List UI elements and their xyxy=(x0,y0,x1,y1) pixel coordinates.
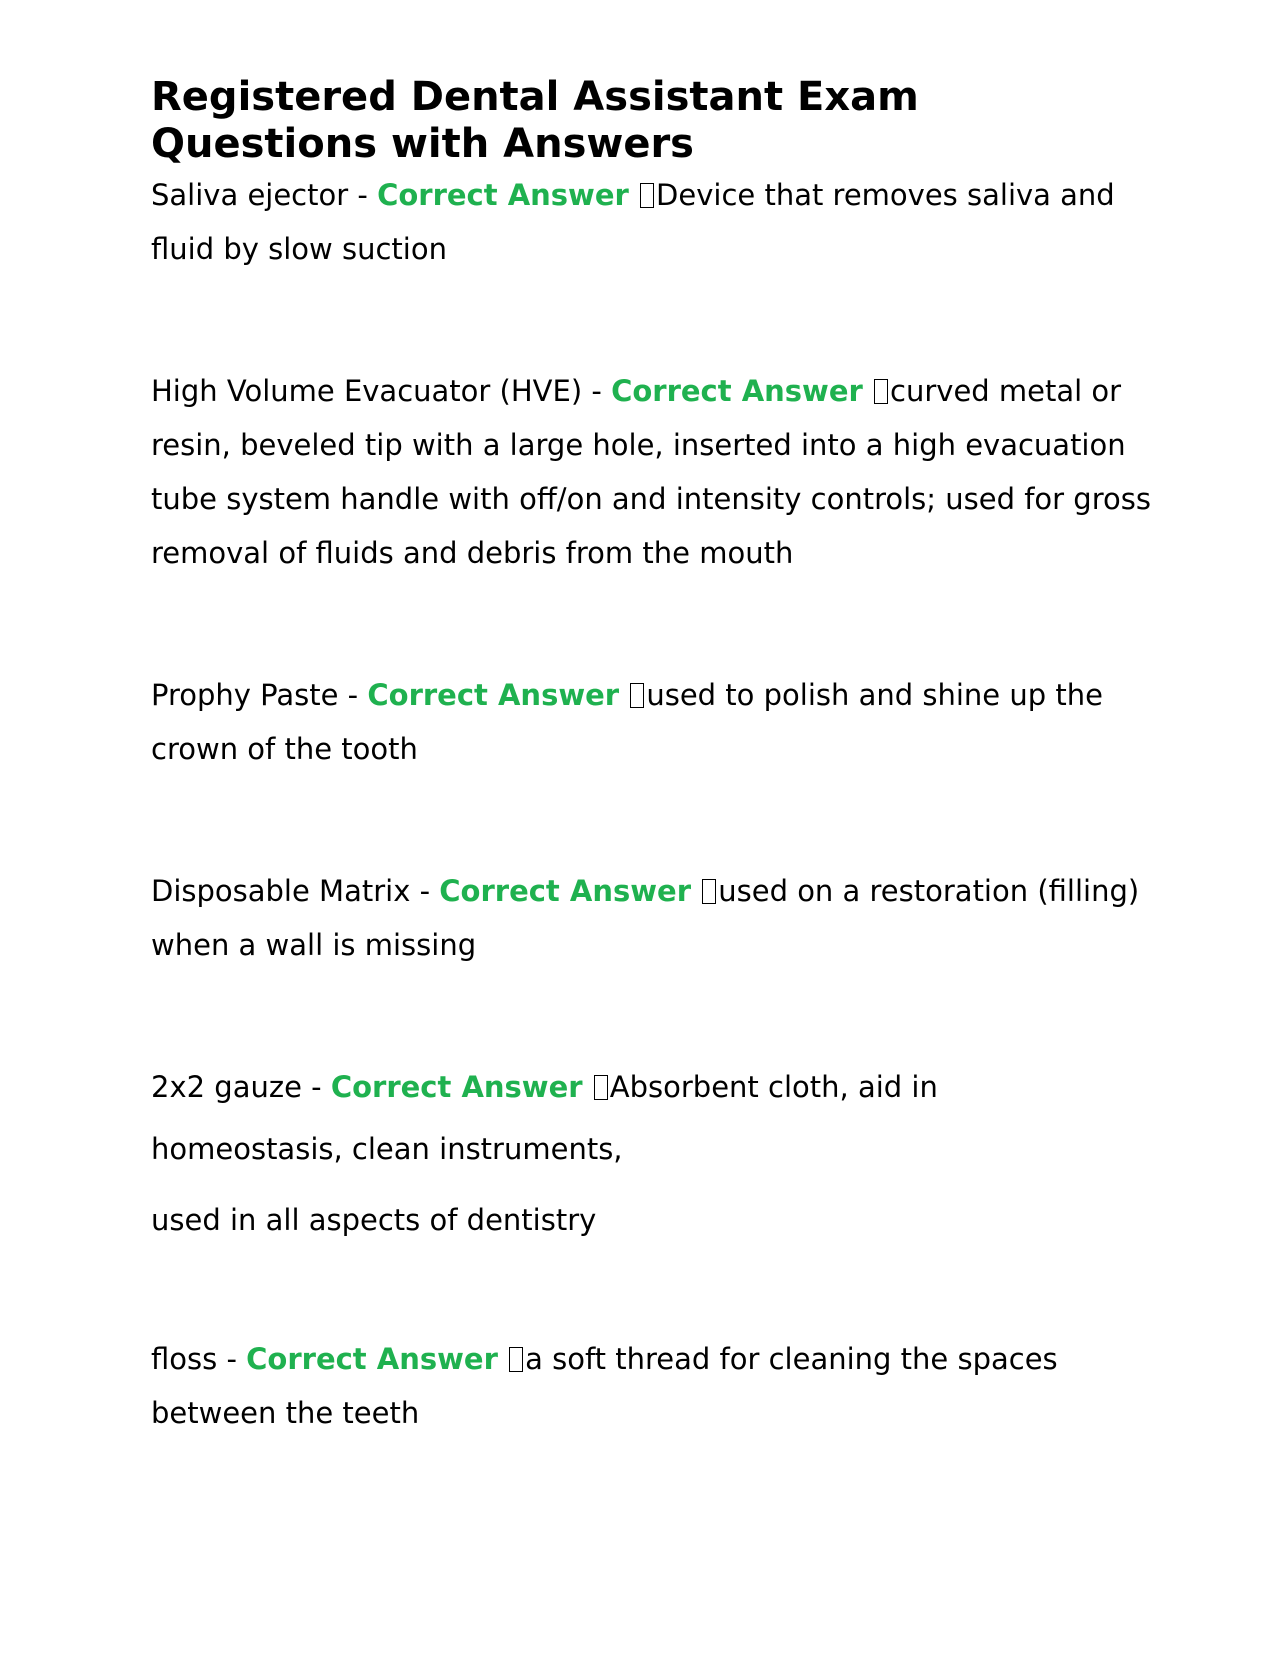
correct-answer-label: Correct Answer xyxy=(611,374,863,408)
qa-separator: - xyxy=(301,1070,331,1104)
missing-glyph-icon xyxy=(874,379,888,404)
spacer xyxy=(151,580,1151,668)
qa-separator: - xyxy=(338,678,368,712)
qa-term: High Volume Evacuator (HVE) xyxy=(151,374,583,408)
qa-item-saliva-ejector xyxy=(151,168,1151,276)
correct-answer-label: Correct Answer xyxy=(377,178,629,212)
qa-answer: used on a restoration (filling) when a wall is missing xyxy=(151,874,1140,962)
qa-separator: - xyxy=(348,178,378,212)
qa-answer: a soft thread for cleaning the spaces between the teeth xyxy=(151,1342,1058,1430)
correct-answer-label: Correct Answer xyxy=(330,1070,583,1104)
qa-answer-line: homeostasis, clean instruments, xyxy=(151,1132,623,1166)
qa-item-prophy-paste xyxy=(151,668,1151,776)
qa-term: Saliva ejector xyxy=(151,178,349,212)
qa-answer: curved metal or resin, beveled tip with a large hole, inserted into a high evacuation tube system handle with off/on and intensity controls; used for gross removal of fluids and debris from the mouth xyxy=(151,374,1151,570)
correct-answer-label: Correct Answer xyxy=(246,1342,498,1376)
qa-separator: - xyxy=(582,374,612,408)
spacer xyxy=(151,276,1151,364)
qa-line xyxy=(151,1060,1151,1114)
qa-term: floss xyxy=(151,1342,218,1376)
document-title: Registered Dental Assistant Exam Questions with Answers xyxy=(151,74,919,167)
qa-answer-line: used in all aspects of dentistry xyxy=(151,1203,597,1237)
qa-separator: - xyxy=(217,1342,247,1376)
qa-answer: Device that removes saliva and fluid by slow suction xyxy=(151,178,1115,266)
spacer xyxy=(151,776,1151,864)
missing-glyph-icon xyxy=(640,183,654,208)
qa-item-gauze xyxy=(151,1060,1151,1256)
spacer xyxy=(151,972,1151,1060)
missing-glyph-icon xyxy=(630,683,644,708)
spacer xyxy=(151,1256,1151,1332)
qa-term: Disposable Matrix xyxy=(151,874,411,908)
document-page xyxy=(151,74,1151,1440)
missing-glyph-icon xyxy=(509,1347,523,1372)
missing-glyph-icon xyxy=(594,1075,608,1100)
correct-answer-label: Correct Answer xyxy=(439,874,692,908)
qa-answer-line: Absorbent cloth, aid in xyxy=(609,1070,938,1104)
qa-term: Prophy Paste xyxy=(151,678,339,712)
qa-item-floss xyxy=(151,1332,1151,1440)
qa-separator: - xyxy=(410,874,440,908)
qa-answer: used to polish and shine up the crown of the tooth xyxy=(151,678,1103,766)
qa-item-disposable-matrix xyxy=(151,864,1151,972)
qa-item-hve xyxy=(151,364,1151,580)
qa-term: 2x2 gauze xyxy=(151,1070,302,1104)
missing-glyph-icon xyxy=(702,879,716,904)
correct-answer-label: Correct Answer xyxy=(367,678,620,712)
